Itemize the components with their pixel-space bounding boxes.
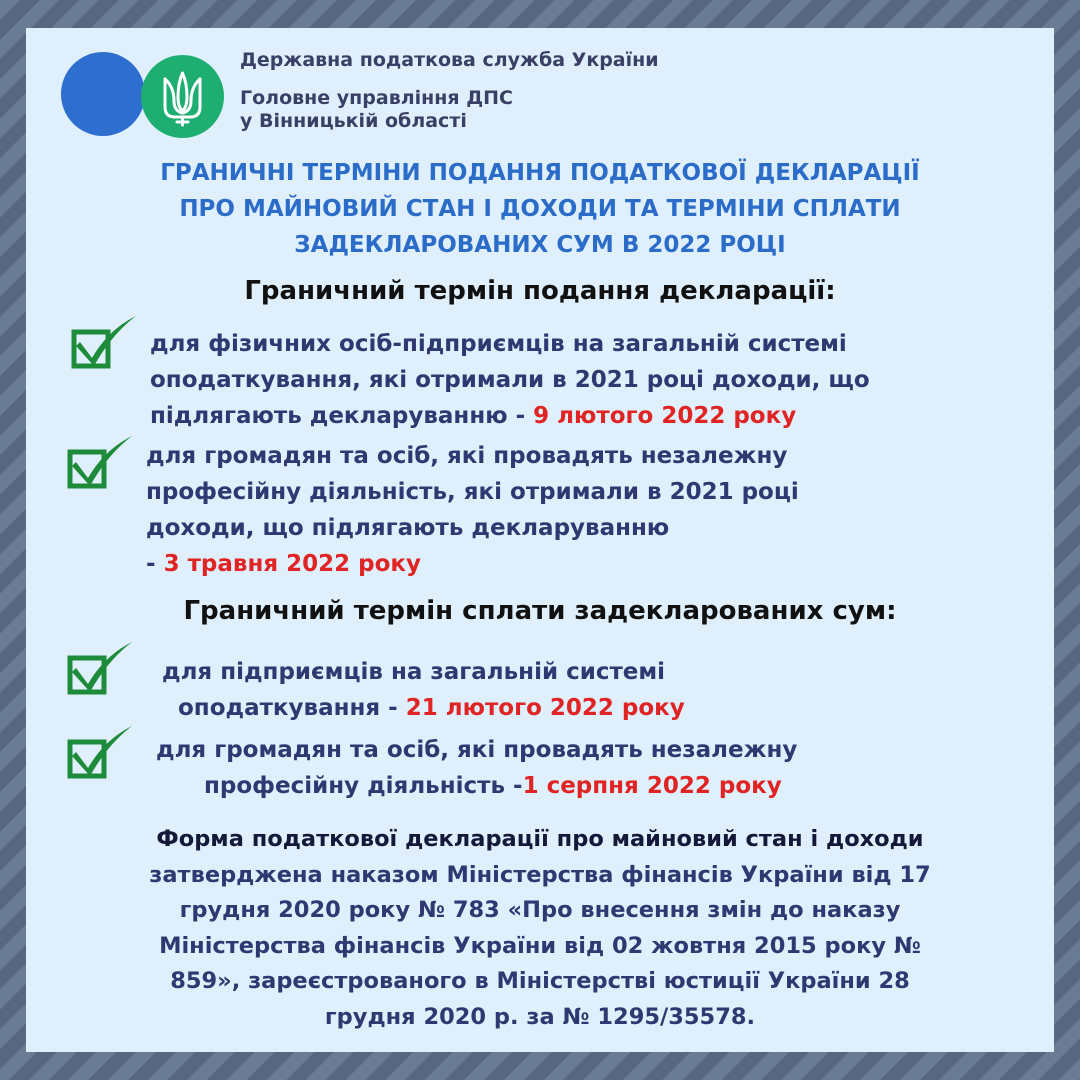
footer-line2: затверджена наказом Міністерства фінансів України від 17: [149, 861, 931, 888]
blue-circle-logo-icon: [61, 52, 145, 136]
section1-item2-line4: [146, 546, 799, 582]
section2-item1-line2: [178, 690, 685, 726]
section1-item1: [150, 326, 870, 434]
section2-heading: Граничний термін сплати задекларованих сум:: [183, 596, 897, 626]
green-check-icon: [64, 722, 134, 784]
trident-logo-icon: [141, 55, 224, 138]
footer-note: [40, 822, 1040, 1035]
section2-item2-text: професійну діяльність -: [204, 773, 523, 799]
org-name-line3: у Вінницькій області: [240, 110, 467, 132]
section1-heading: Граничний термін подання декларації:: [244, 276, 836, 306]
title-line1: ГРАНИЧНІ ТЕРМІНИ ПОДАННЯ ПОДАТКОВОЇ ДЕКЛАРАЦІЇ: [160, 160, 920, 186]
title-line2: ПРО МАЙНОВИЙ СТАН І ДОХОДИ ТА ТЕРМІНИ СПЛАТИ: [179, 196, 901, 222]
section1-item2-line3: доходи, що підлягають декларуванню: [146, 515, 670, 541]
footer-line4: Міністерства фінансів України від 02 жовтня 2015 року №: [159, 932, 921, 959]
section2-item1-date: 21 лютого 2022 року: [405, 695, 685, 721]
section1-item2: [146, 438, 799, 582]
trident-icon: [141, 55, 224, 138]
green-check-icon: [64, 638, 134, 700]
page-title: [60, 155, 1020, 263]
section2-item1-text: оподаткування -: [178, 695, 406, 721]
org-name-line1: Державна податкова служба України: [240, 49, 659, 71]
section1-item2-date: 3 травня 2022 року: [163, 551, 421, 577]
section1-item1-line1: для фізичних осіб-підприємців на загальній системі: [150, 331, 847, 357]
footer-line5: 859», зареєстрованого в Міністерстві юстиції України 28: [170, 968, 910, 994]
green-check-icon: [68, 312, 138, 374]
footer-line1: Форма податкової декларації про майновий стан і доходи: [156, 826, 924, 852]
org-name-line2: Головне управління ДПС: [240, 87, 514, 109]
title-line3: ЗАДЕКЛАРОВАНИХ СУМ В 2022 РОЦІ: [294, 232, 786, 258]
section1-item2-line1: для громадян та осіб, які провадять незалежну: [146, 443, 788, 469]
footer-line6: грудня 2020 р. за № 1295/35578.: [324, 1003, 756, 1030]
section1-item2-dash: -: [146, 551, 164, 577]
footer-line3: грудня 2020 року № 783 «Про внесення змін до наказу: [179, 897, 901, 923]
section1-item1-line2: оподаткування, які отримали в 2021 році доходи, що: [150, 367, 870, 393]
section2-item2-date: 1 серпня 2022 року: [522, 773, 782, 799]
section2-item1-line1: для підприємців на загальній системі: [162, 659, 666, 685]
section1-item1-text: підлягають декларуванню -: [150, 403, 534, 429]
section1-item1-line3: [150, 398, 870, 434]
section1-item1-date: 9 лютого 2022 року: [533, 403, 797, 429]
section2-item2-line1: для громадян та осіб, які провадять незалежну: [156, 737, 798, 763]
green-check-icon: [64, 432, 134, 494]
section1-item2-line2: професійну діяльність, які отримали в 2021 році: [146, 479, 799, 505]
section2-item2-line2: [204, 768, 782, 804]
